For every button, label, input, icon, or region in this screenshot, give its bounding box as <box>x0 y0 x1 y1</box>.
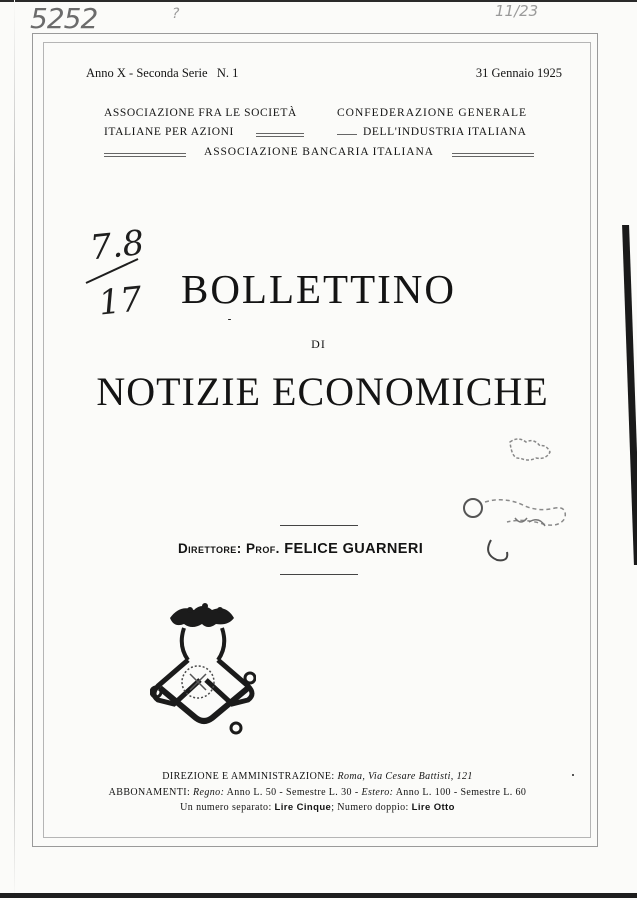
handwritten-number-top: 7.8 <box>88 222 146 269</box>
assoc-confederazione-line1: CONFEDERAZIONE GENERALE <box>337 107 528 119</box>
divider-rule <box>256 133 304 137</box>
assoc-confederazione-line2: DELL'INDUSTRIA ITALIANA <box>363 126 527 138</box>
scan-speck <box>572 774 574 776</box>
footer-direction-address: Roma, Via Cesare Battisti, 121 <box>337 771 473 782</box>
director-title: Prof. <box>246 541 280 556</box>
library-seal-stamp <box>150 600 256 736</box>
issue-number: N. 1 <box>216 66 239 80</box>
footer-subscriptions-label: ABBONAMENTI: <box>108 787 191 798</box>
issue-info-line <box>86 66 562 81</box>
footer-kingdom-semester: Semestre L. 30 <box>286 787 352 798</box>
footer-subscriptions: ABBONAMENTI: Regno: Anno L. 50 - Semestre L. 30 - Estero: Anno L. 100 - Semestre L. 60 <box>108 787 527 798</box>
footer-kingdom-annual: Anno L. 50 <box>226 787 277 798</box>
footer-abroad-annual: Anno L. 100 <box>395 787 451 798</box>
footer-double-label: Numero doppio: <box>337 802 409 813</box>
footer-single-issue: Un numero separato: Lire Cinque; Numero doppio: Lire Otto <box>180 802 455 813</box>
footer-direction <box>90 771 545 782</box>
footer-abroad-semester: Semestre L. 60 <box>460 787 527 798</box>
director-rule-bottom <box>280 574 358 575</box>
issue-date: 31 Gennaio 1925 <box>475 66 562 80</box>
assoc-societa-line2: ITALIANE PER AZIONI <box>104 126 234 138</box>
issue-year-series: Anno X - Seconda Serie <box>86 66 208 80</box>
assoc-bancaria: ASSOCIAZIONE BANCARIA ITALIANA <box>204 146 434 158</box>
title-connector: DI <box>311 337 326 351</box>
scan-speck <box>228 319 231 320</box>
footer-single-label: Un numero separato: <box>180 802 272 813</box>
footer-single-price: Lire Cinque <box>274 802 332 813</box>
director-label: Direttore: <box>178 541 242 556</box>
divider-rule <box>104 153 186 157</box>
divider-rule <box>452 153 534 157</box>
pencil-mark: ? <box>172 6 180 22</box>
divider-rule <box>337 134 357 135</box>
director-name: FELICE GUARNERI <box>284 541 424 557</box>
assoc-societa-line1: ASSOCIAZIONE FRA LE SOCIETÀ <box>104 107 297 119</box>
footer-abroad-label: Estero: <box>361 787 394 798</box>
footer-double-price: Lire Otto <box>411 802 455 813</box>
scan-left-edge <box>14 0 15 900</box>
issue-year-number <box>86 66 238 81</box>
scan-bottom-edge <box>0 893 637 898</box>
handwritten-number-bottom: 17 <box>96 279 144 324</box>
director-rule-top <box>280 525 358 526</box>
director-line <box>178 541 423 557</box>
footer-kingdom-label: Regno: <box>193 787 225 798</box>
pencil-shelf-note: 11/23 <box>495 2 539 20</box>
title-notizie-economiche: NOTIZIE ECONOMICHE <box>96 369 549 414</box>
pencil-catalog-note: 5252 <box>30 2 98 35</box>
faded-stamp-mark <box>455 430 575 570</box>
title-bollettino: BOLLETTINO <box>180 266 457 312</box>
footer-direction-label: DIREZIONE E AMMINISTRAZIONE: <box>162 771 335 782</box>
